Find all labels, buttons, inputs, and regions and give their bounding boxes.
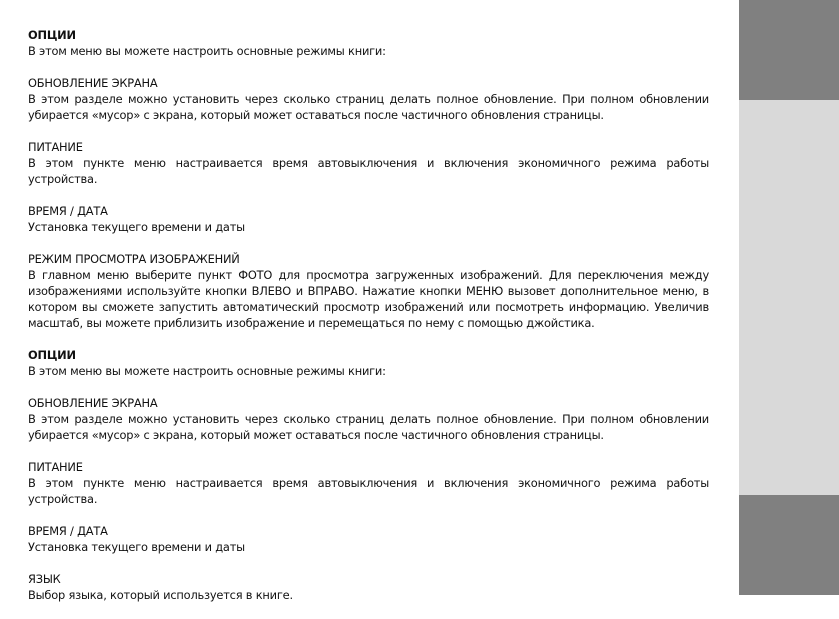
section-power — [28, 139, 709, 187]
section-text: В этом меню вы можете настроить основные режимы книги: — [28, 364, 386, 378]
section-heading: ОПЦИИ — [28, 28, 76, 42]
section-heading: ОПЦИИ — [28, 348, 76, 362]
section-screen-refresh-2 — [28, 395, 709, 443]
section-heading: РЕЖИМ ПРОСМОТРА ИЗОБРАЖЕНИЙ — [28, 252, 240, 266]
edge-tab-top — [739, 0, 839, 100]
section-text: В этом пункте меню настраивается время автовыключения и включения экономичного режима работы устройства. — [28, 476, 709, 506]
section-text: Установка текущего времени и даты — [28, 220, 245, 234]
section-screen-refresh — [28, 75, 709, 123]
section-heading: ВРЕМЯ / ДАТА — [28, 524, 108, 538]
section-language — [28, 571, 709, 603]
section-text: В этом пункте меню настраивается время автовыключения и включения экономичного режима работы устройства. — [28, 156, 709, 186]
edge-tab-middle — [739, 100, 839, 495]
manual-page-content — [28, 27, 709, 619]
section-heading: ПИТАНИЕ — [28, 140, 83, 154]
section-options-2 — [28, 347, 709, 379]
section-heading: ПИТАНИЕ — [28, 460, 83, 474]
section-text: В главном меню выберите пункт ФОТО для просмотра загруженных изображений. Для переключения между изображениями используйте кнопки ВЛЕВО и ВПРАВО. Нажатие кнопки МЕНЮ вызовет дополнительное меню, в котором вы сможете запустить автоматический просмотр изображений или посмотреть информацию. Увеличив масштаб, вы можете приблизить изображение и перемещаться по нему с помощью джойстика. — [28, 268, 709, 330]
edge-tab-bottom — [739, 495, 839, 595]
section-time-date — [28, 203, 709, 235]
section-text: Выбор языка, который используется в книге. — [28, 588, 293, 602]
section-text: В этом разделе можно установить через сколько страниц делать полное обновление. При полном обновлении убирается «мусор» с экрана, который может оставаться после частичного обновления страницы. — [28, 412, 709, 442]
section-power-2 — [28, 459, 709, 507]
section-time-date-2 — [28, 523, 709, 555]
section-heading: ОБНОВЛЕНИЕ ЭКРАНА — [28, 76, 158, 90]
section-text: В этом разделе можно установить через сколько страниц делать полное обновление. При полном обновлении убирается «мусор» с экрана, который может оставаться после частичного обновления страницы. — [28, 92, 709, 122]
section-image-viewer — [28, 251, 709, 331]
section-heading: ВРЕМЯ / ДАТА — [28, 204, 108, 218]
section-text: Установка текущего времени и даты — [28, 540, 245, 554]
section-heading: ОБНОВЛЕНИЕ ЭКРАНА — [28, 396, 158, 410]
section-text: В этом меню вы можете настроить основные режимы книги: — [28, 44, 386, 58]
section-heading: ЯЗЫК — [28, 572, 61, 586]
section-options — [28, 27, 709, 59]
page-edge-tabs — [739, 0, 839, 595]
